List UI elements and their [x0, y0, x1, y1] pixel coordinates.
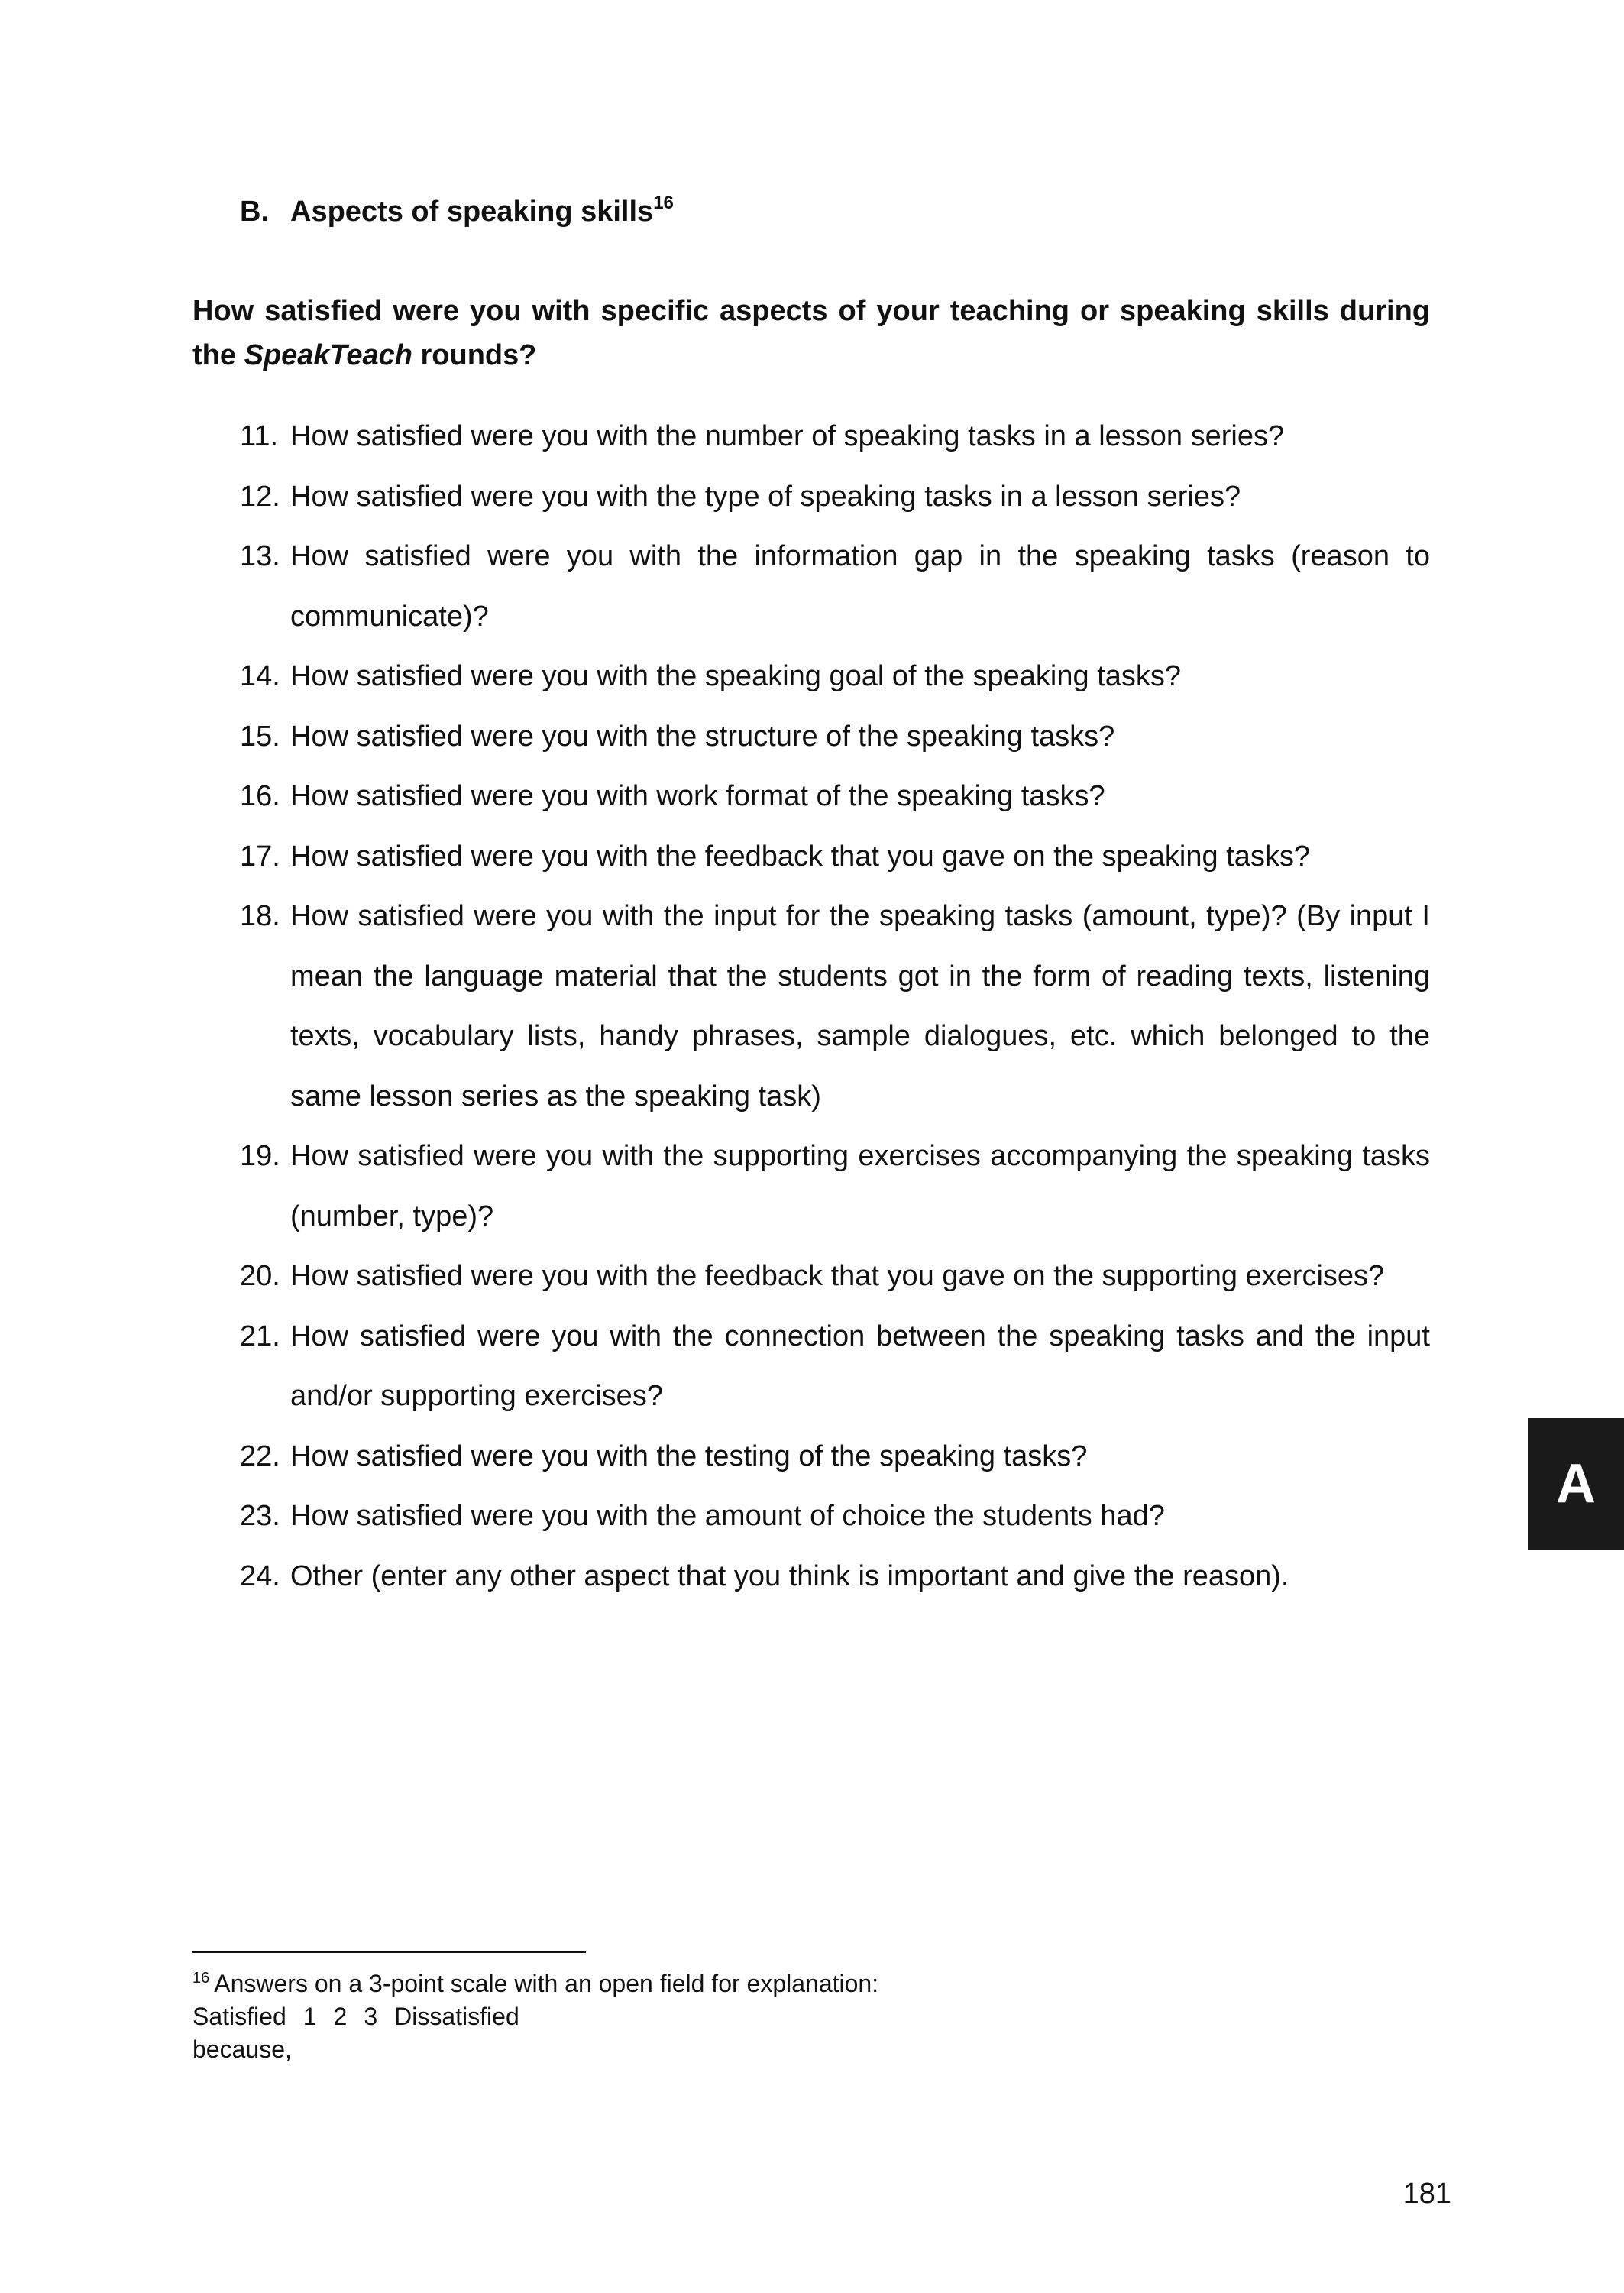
question-item [240, 1246, 1430, 1307]
footnote-line-1 [192, 1968, 1109, 2000]
question-number: 18. [240, 900, 280, 932]
question-item [240, 1486, 1430, 1546]
question-number: 19. [240, 1140, 280, 1172]
question-number: 11. [240, 420, 279, 452]
section-title: Aspects of speaking skills [290, 196, 654, 228]
question-item [240, 827, 1430, 887]
question-number: 14. [240, 660, 280, 692]
intro-question [192, 289, 1430, 377]
question-item [240, 766, 1430, 827]
question-text: How satisfied were you with the number of speaking tasks in a lesson series? [290, 420, 1285, 452]
question-text: How satisfied were you with the amount of choice the students had? [290, 1500, 1165, 1532]
question-item [240, 707, 1430, 767]
intro-text-before: How satisfied were you with specific aspects of your teaching or speaking skills during the [192, 295, 1430, 371]
question-text: Other (enter any other aspect that you think is important and give the reason). [290, 1559, 1289, 1592]
question-number: 15. [240, 720, 280, 753]
question-text: How satisfied were you with the supporting exercises accompanying the speaking tasks (number, type)? [290, 1140, 1430, 1232]
question-number: 17. [240, 840, 280, 873]
footnote-because: because, [192, 2036, 292, 2063]
intro-text-after: rounds? [412, 339, 537, 371]
question-number: 23. [240, 1500, 280, 1532]
question-text: How satisfied were you with the testing of the speaking tasks? [290, 1440, 1088, 1472]
question-item [240, 1307, 1430, 1427]
question-item [240, 886, 1430, 1126]
question-text: How satisfied were you with the input for the speaking tasks (amount, type)? (By input I mean the language material that the students got in the form of reading texts, listening texts, vocabulary lists, handy phrases, sample dialogues, etc. which belonged to the same lesson series as the speaking task) [290, 900, 1430, 1112]
question-text: How satisfied were you with work format of the speaking tasks? [290, 780, 1105, 812]
question-item [240, 526, 1430, 646]
scale-label-satisfied: Satisfied [192, 2003, 286, 2030]
scale-label-dissatisfied: Dissatisfied [394, 2003, 519, 2030]
question-text: How satisfied were you with the information gap in the speaking tasks (reason to communicate)? [290, 540, 1430, 633]
question-number: 12. [240, 480, 280, 513]
question-item [240, 646, 1430, 707]
question-number: 13. [240, 540, 280, 572]
question-number: 24. [240, 1559, 280, 1592]
question-number: 21. [240, 1320, 280, 1352]
question-list [240, 406, 1430, 1606]
footnote-text: Answers on a 3-point scale with an open field for explanation: [214, 1970, 879, 1997]
section-heading [240, 191, 674, 232]
question-item [240, 467, 1430, 527]
question-item [240, 1126, 1430, 1246]
section-letter: B. [240, 196, 269, 228]
footnote [192, 1968, 1109, 2066]
question-text: How satisfied were you with the type of speaking tasks in a lesson series? [290, 480, 1241, 513]
page-number: 181 [1402, 2178, 1451, 2210]
question-text: How satisfied were you with the speaking goal of the speaking tasks? [290, 660, 1181, 692]
question-item [240, 1427, 1430, 1487]
question-text: How satisfied were you with the feedback that you gave on the supporting exercises? [290, 1260, 1385, 1292]
footnote-marker: 16 [192, 1970, 210, 1987]
appendix-tab-marker: A [1528, 1418, 1624, 1550]
question-text: How satisfied were you with the structure of the speaking tasks? [290, 720, 1115, 753]
footnote-reference: 16 [653, 193, 674, 213]
intro-emphasis: SpeakTeach [244, 339, 412, 371]
question-number: 16. [240, 780, 280, 812]
question-item [240, 406, 1430, 467]
scale-point-3: 3 [364, 2003, 378, 2030]
scale-point-2: 2 [333, 2003, 348, 2030]
question-text: How satisfied were you with the feedback that you gave on the speaking tasks? [290, 840, 1311, 873]
scale-point-1: 1 [302, 2003, 317, 2030]
question-number: 22. [240, 1440, 280, 1472]
question-number: 20. [240, 1260, 280, 1292]
footnote-divider [192, 1951, 586, 1953]
footnote-scale [192, 2000, 1109, 2033]
question-text: How satisfied were you with the connection between the speaking tasks and the input and/or supporting exercises? [290, 1320, 1430, 1412]
question-item [240, 1546, 1430, 1607]
